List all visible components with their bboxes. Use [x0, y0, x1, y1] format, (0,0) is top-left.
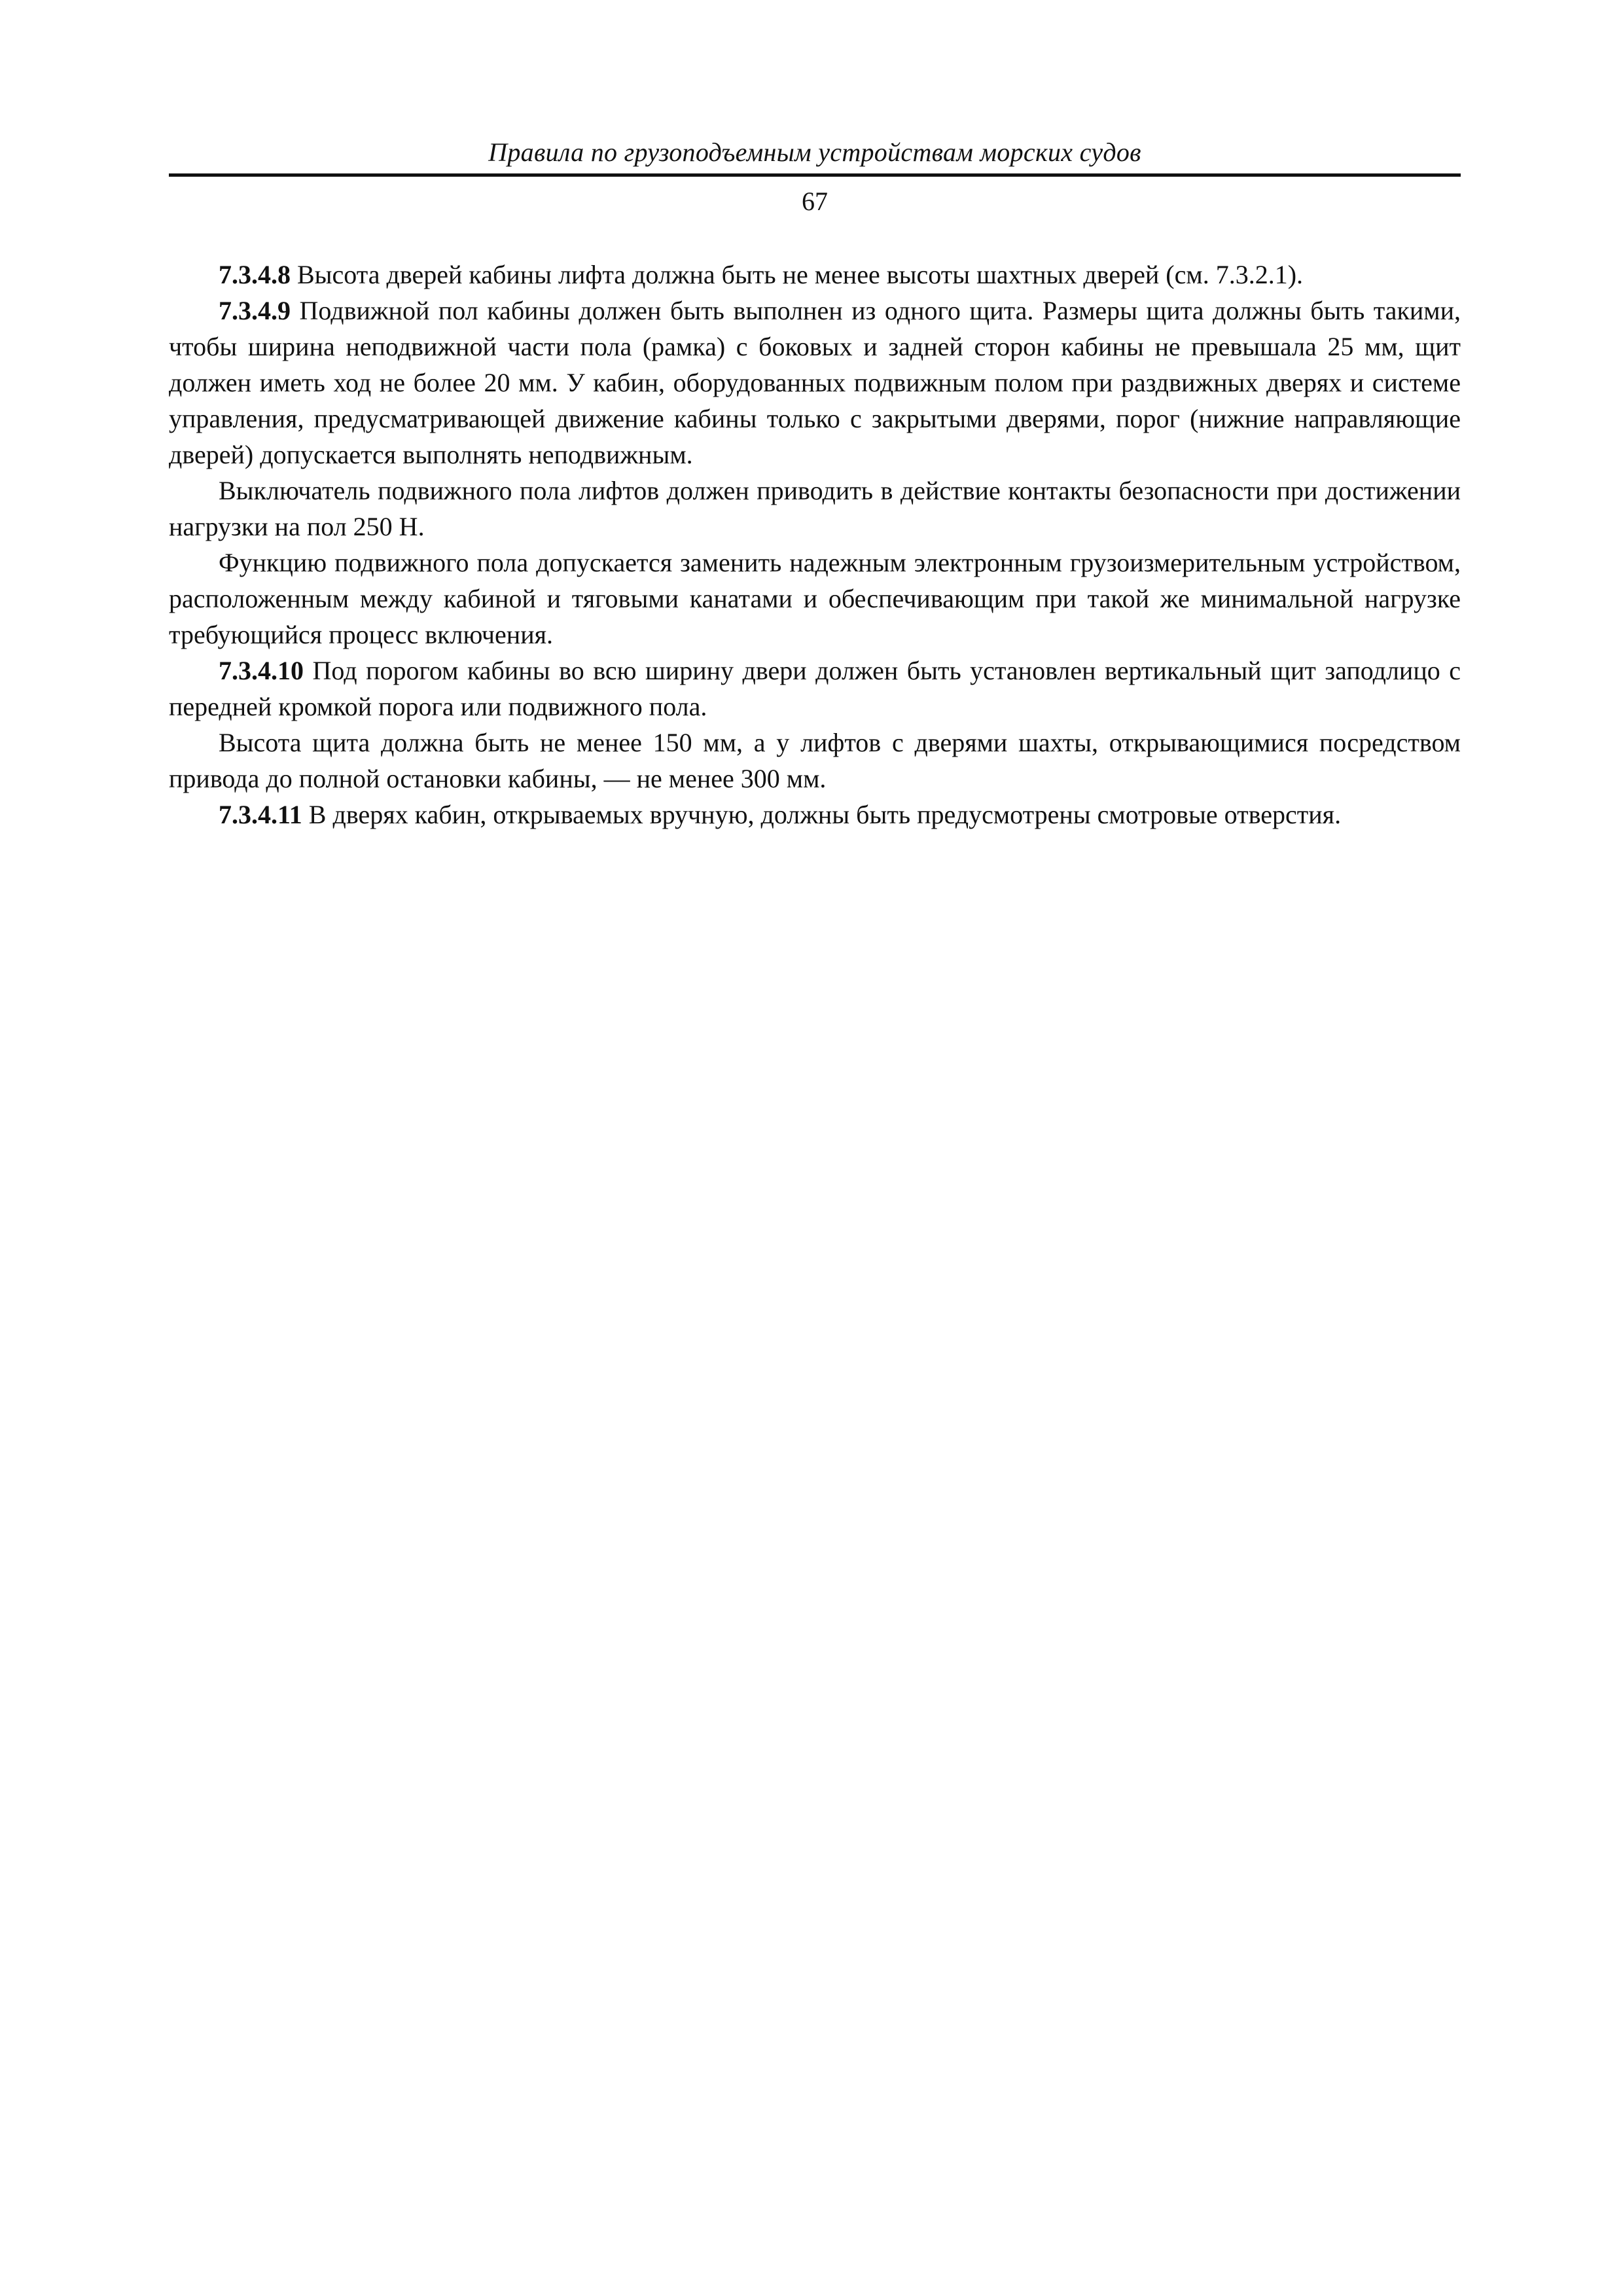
paragraph-text: Выключатель подвижного пола лифтов должен приводить в действие контакты безопасности при достижении нагрузки на пол 250 Н. [169, 476, 1461, 541]
paragraph-text: Высота дверей кабины лифта должна быть не менее высоты шахтных дверей (см. 7.3.2.1). [291, 260, 1304, 289]
paragraph-7-3-4-10 [169, 653, 1461, 725]
paragraph-floor-alternative [169, 545, 1461, 653]
paragraph-floor-switch [169, 473, 1461, 545]
paragraph-text: Высота щита должна быть не менее 150 мм, а у лифтов с дверями шахты, открывающимися посредством привода до полной остановки кабины, — не менее 300 мм. [169, 728, 1461, 793]
clause-number: 7.3.4.9 [219, 296, 291, 325]
paragraph-text: В дверях кабин, открываемых вручную, должны быть предусмотрены смотровые отверстия. [302, 800, 1342, 829]
paragraph-7-3-4-11 [169, 797, 1461, 833]
paragraph-text: Функцию подвижного пола допускается заменить надежным электронным грузоизмерительным устройством, расположенным между кабиной и тяговыми канатами и обеспечивающим при такой же минимальной нагрузке требующийся процесс включения. [169, 548, 1461, 649]
paragraph-text: Подвижной пол кабины должен быть выполнен из одного щита. Размеры щита должны быть такими, чтобы ширина неподвижной части пола (рамка) с боковых и задней сторон кабины не превышала 25 мм, щит должен иметь ход не более 20 мм. У кабин, оборудованных подвижным полом при раздвижных дверях и системе управления, предусматривающей движение кабины только с закрытыми дверями, порог (нижние направляющие дверей) допускается выполнять неподвижным. [169, 296, 1461, 469]
document-body [169, 257, 1461, 833]
page-number: 67 [802, 187, 828, 216]
header-divider [169, 173, 1461, 177]
paragraph-7-3-4-8 [169, 257, 1461, 293]
paragraph-shield-height [169, 725, 1461, 797]
paragraph-text: Под порогом кабины во всю ширину двери должен быть установлен вертикальный щит заподлицо с передней кромкой порога или подвижного пола. [169, 656, 1461, 721]
clause-number: 7.3.4.8 [219, 260, 291, 289]
clause-number: 7.3.4.11 [219, 800, 302, 829]
clause-number: 7.3.4.10 [219, 656, 304, 685]
paragraph-7-3-4-9 [169, 293, 1461, 473]
running-header: Правила по грузоподъемным устройствам морских судов [488, 137, 1141, 167]
